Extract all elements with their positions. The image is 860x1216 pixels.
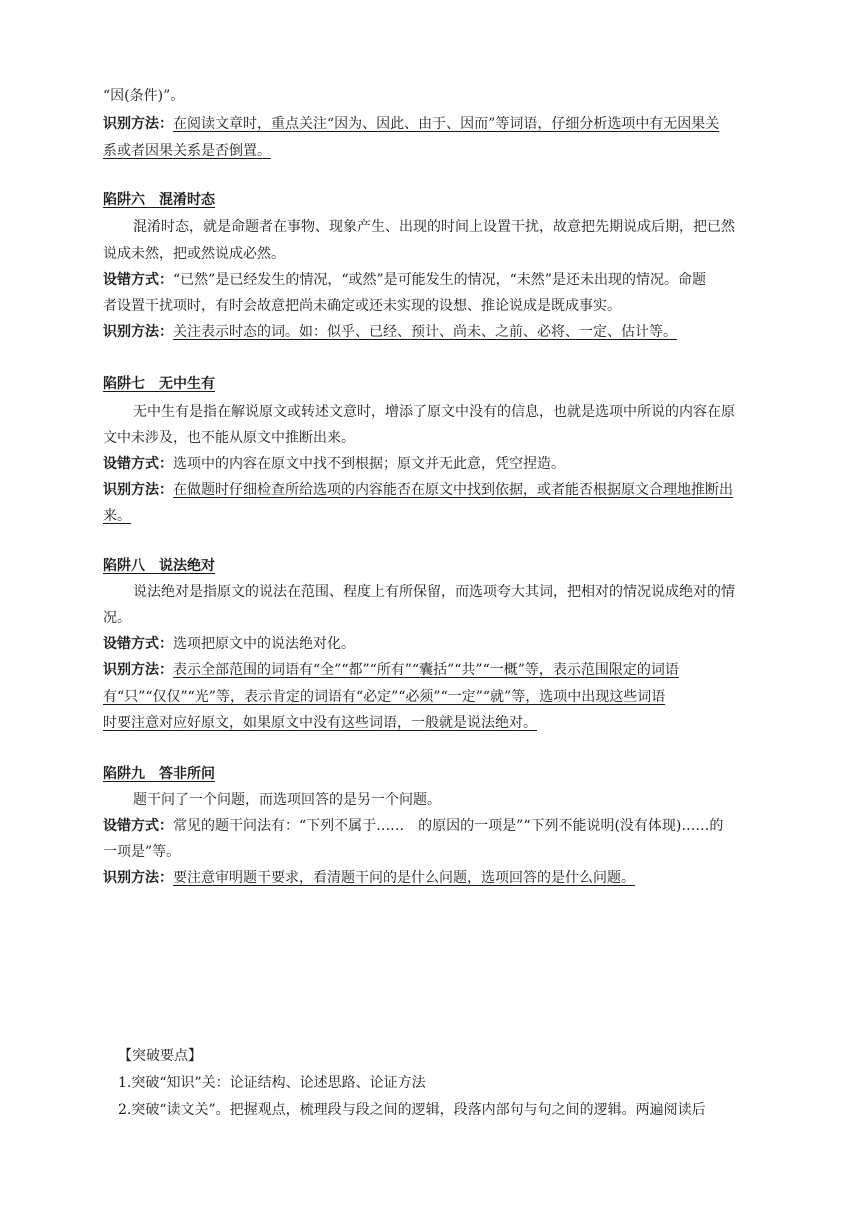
paragraph-line: 文中未涉及，也不能从原文中推断出来。 — [103, 430, 355, 446]
underlined-text: 在阅读文章时，重点关注“因为、因此、由于、因而”等词语，仔细分析选项中有无因果关 — [173, 116, 720, 132]
paragraph-line: 题干问了一个问题，而选项回答的是另一个问题。 — [133, 792, 441, 808]
underlined-text: 关注表示时态的词。如：似乎、已经、预计、尚未、之前、必将、一定、估计等。 — [173, 324, 677, 340]
identify-method-line — [103, 114, 783, 134]
text-line: 者设置干扰项时，有时会故意把尚未确定或还未实现的设想、推论说成是既成事实。 — [103, 298, 621, 314]
paragraph-line: 况。 — [103, 610, 131, 626]
error-method-line: 设错方式：常见的题干问法有：“下列不属于…… 的原因的一项是”“下列不能说明(没有体现)……的 — [103, 818, 724, 834]
paragraph-line: 说法绝对是指原文的说法在范围、程度上有所保留，而选项夸大其词，把相对的情况说成绝对的情 — [133, 584, 735, 600]
text-line — [103, 506, 783, 526]
label: 识别方法： — [103, 870, 173, 886]
label: 识别方法： — [103, 324, 173, 340]
label: 设错方式： — [103, 272, 173, 288]
label: 识别方法： — [103, 116, 173, 132]
text-line — [103, 687, 783, 707]
label: 设错方式： — [103, 636, 173, 652]
paragraph-line: 混淆时态，就是命题者在事物、现象产生、出现的时间上设置干扰，故意把先期说成后期，把已然 — [133, 219, 735, 235]
underlined-text: 在做题时仔细检查所给选项的内容能否在原文中找到依据，或者能否根据原文合理地推断出 — [173, 482, 733, 498]
text-line — [103, 141, 783, 161]
underlined-text: 要注意审明题干要求，看清题干问的是什么问题，选项回答的是什么问题。 — [173, 870, 635, 886]
section-heading: 陷阱六 混淆时态 — [103, 192, 215, 208]
section-heading: 陷阱七 无中生有 — [103, 376, 215, 392]
identify-method-line — [103, 660, 783, 680]
paragraph-line: 说成未然，把或然说成必然。 — [103, 246, 285, 262]
underlined-text: 时要注意对应好原文，如果原文中没有这些词语，一般就是说法绝对。 — [103, 715, 537, 731]
section-heading: 陷阱九 答非所问 — [103, 766, 215, 782]
paragraph-line: 无中生有是指在解说原文或转述文意时，增添了原文中没有的信息，也就是选项中所说的内容在原 — [133, 404, 735, 420]
error-method-line: 设错方式：“已然”是已经发生的情况，“或然”是可能发生的情况，“未然”是还未出现的情况。命题 — [103, 272, 706, 288]
underlined-text: 来。 — [103, 508, 131, 524]
text-line — [103, 713, 783, 733]
text-line: “因(条件)”。 — [103, 88, 185, 104]
identify-method-line — [103, 322, 783, 342]
label: 识别方法： — [103, 662, 173, 678]
section-title: 【突破要点】 — [118, 1048, 202, 1064]
underlined-text: 表示全部范围的词语有“全”“都”“所有”“囊括”“共”“一概”等，表示范围限定的词语 — [173, 662, 679, 678]
list-item: 1.突破“知识”关：论证结构、论述思路、论证方法 — [118, 1075, 426, 1091]
label: 识别方法： — [103, 482, 173, 498]
underlined-text: 系或者因果关系是否倒置。 — [103, 143, 271, 159]
label: 设错方式： — [103, 456, 173, 472]
label: 设错方式： — [103, 818, 173, 834]
underlined-text: 有“只”“仅仅”“光”等，表示肯定的词语有“必定”“必须”“一定”“就”等，选项中出现这些词语 — [103, 689, 666, 705]
text-line: 一项是”等。 — [103, 844, 181, 860]
identify-method-line — [103, 868, 783, 888]
error-method-line: 设错方式：选项中的内容在原文中找不到根据；原文并无此意，凭空捏造。 — [103, 456, 565, 472]
section-heading: 陷阱八 说法绝对 — [103, 558, 215, 574]
error-method-line: 设错方式：选项把原文中的说法绝对化。 — [103, 636, 355, 652]
list-item: 2.突破“读文关”。把握观点，梳理段与段之间的逻辑，段落内部句与句之间的逻辑。两遍阅读后 — [118, 1102, 706, 1118]
identify-method-line — [103, 480, 783, 500]
